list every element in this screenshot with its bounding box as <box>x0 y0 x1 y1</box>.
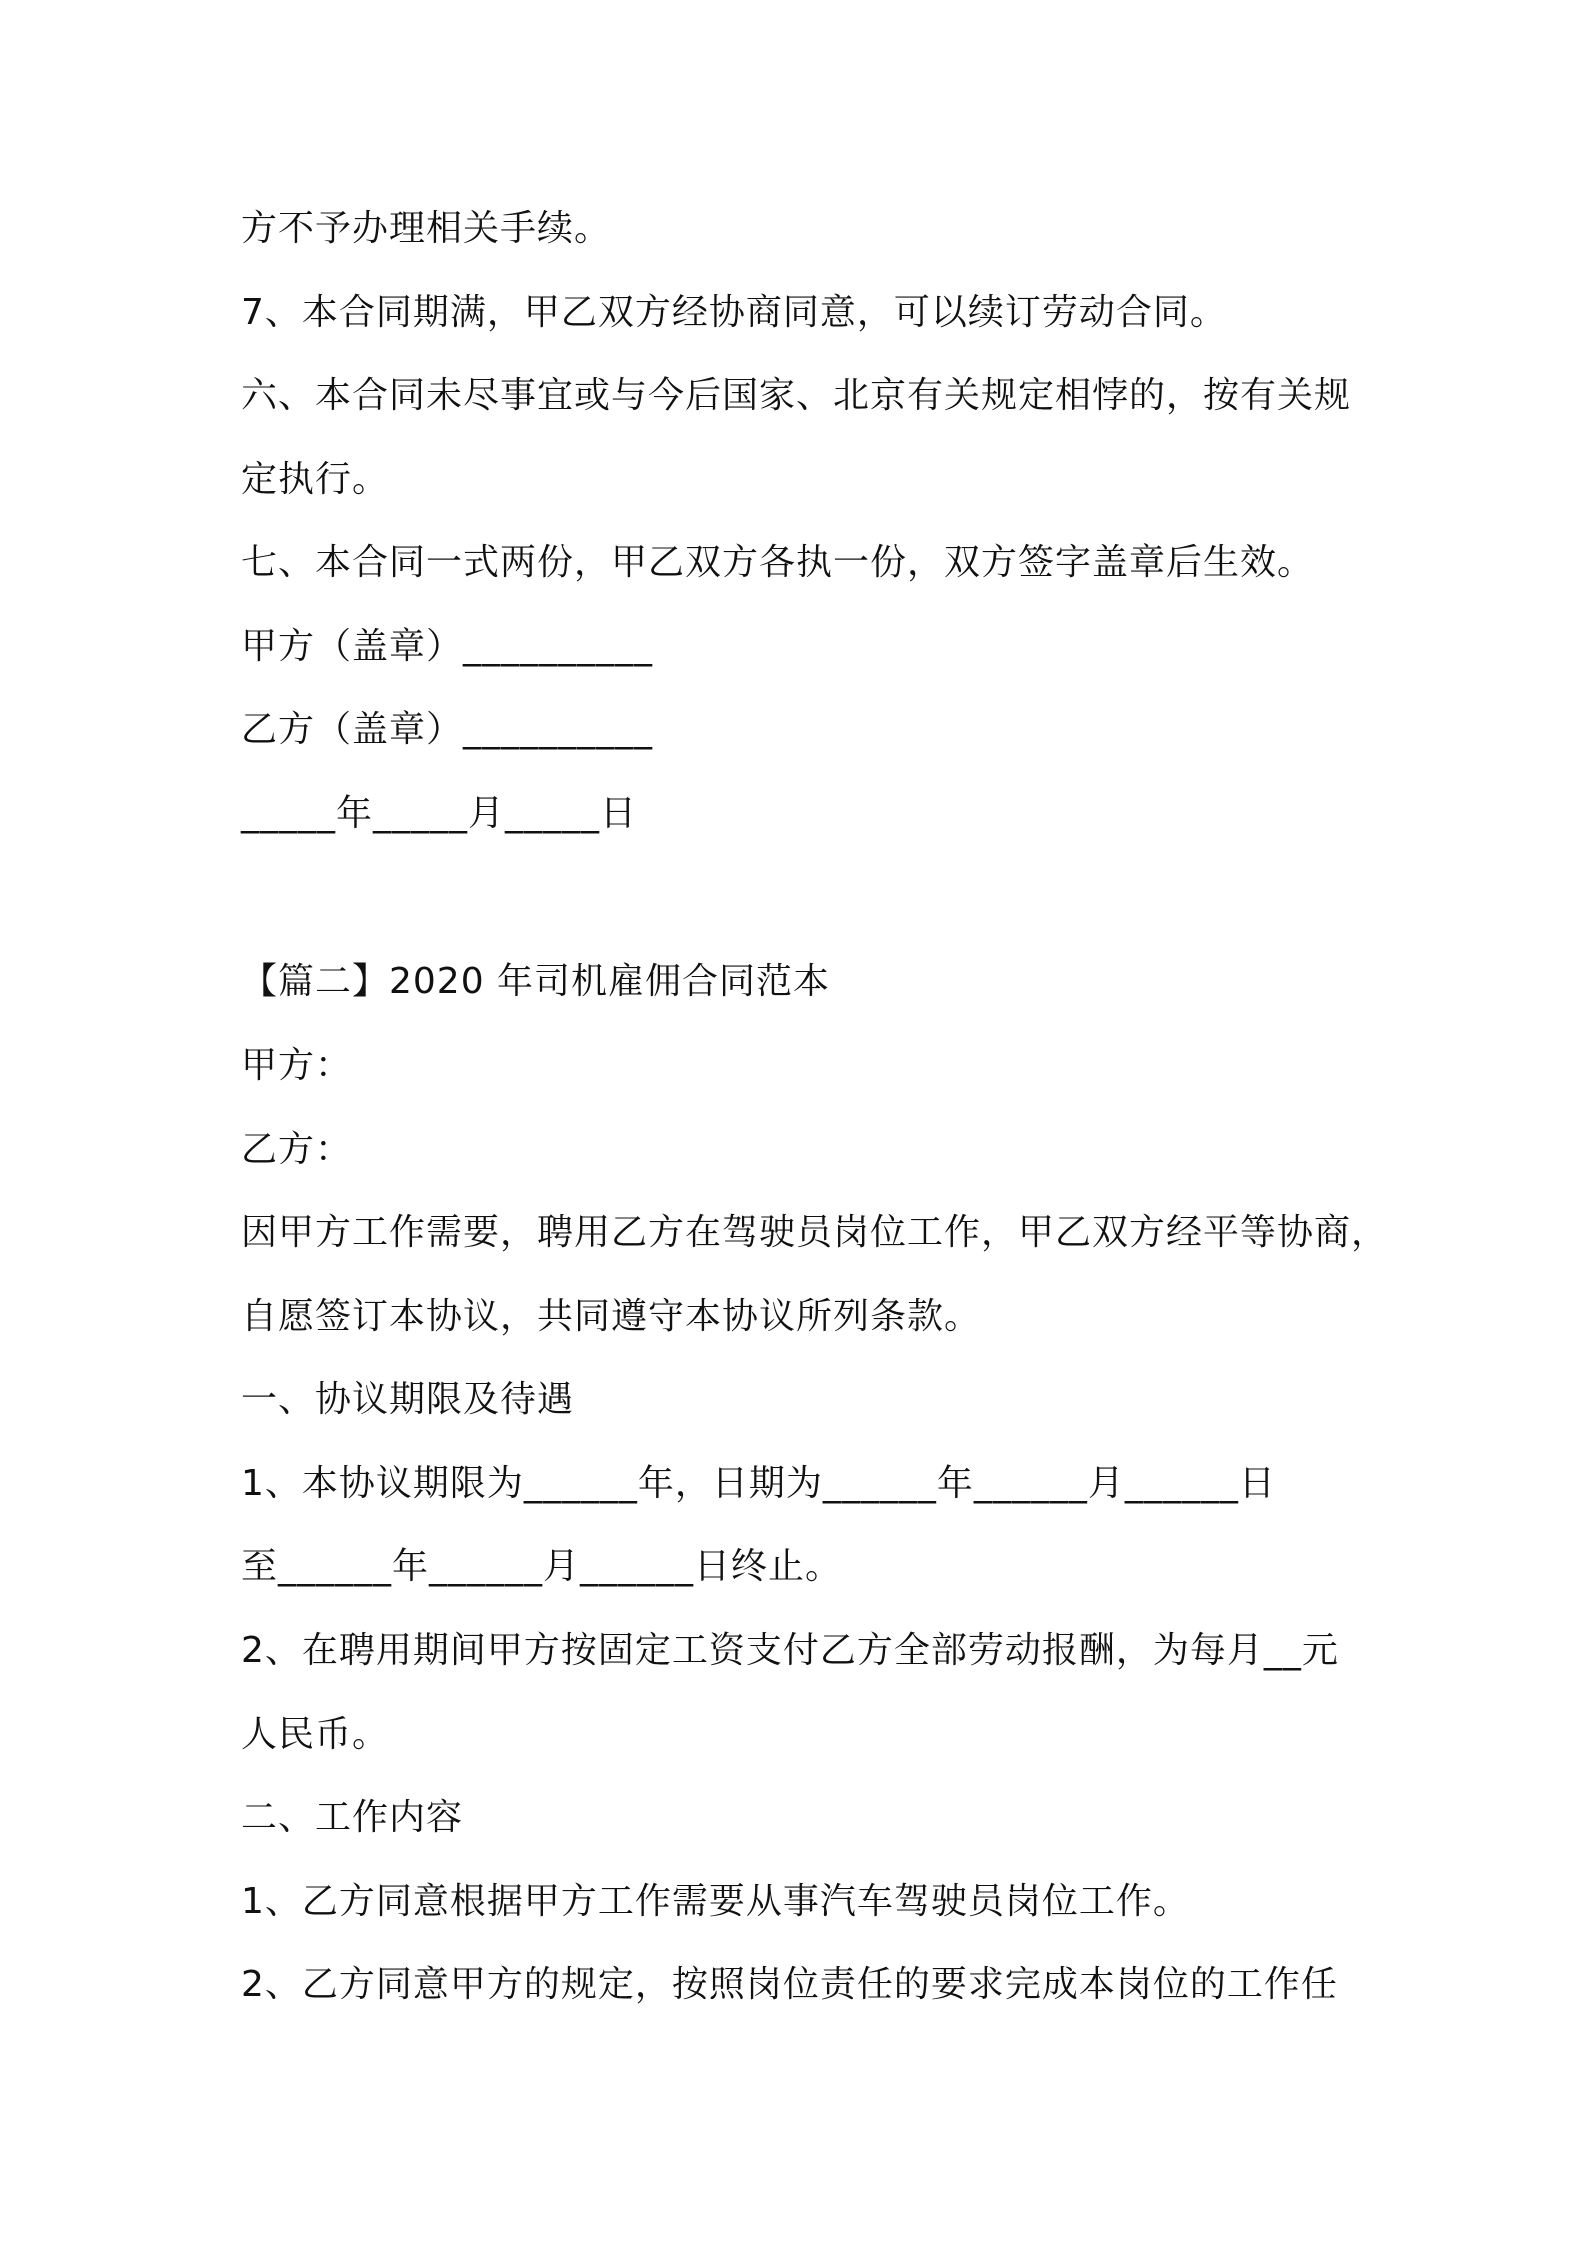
text-line: 1、乙方同意根据甲方工作需要从事汽车驾驶员岗位工作。 <box>241 1881 1190 1922</box>
text-line: 方不予办理相关手续。 <box>241 208 612 249</box>
text-line: 1、本协议期限为______年，日期为______年______月______日 <box>241 1463 1276 1504</box>
text-line: 七、本合同一式两份，甲乙双方各执一份，双方签字盖章后生效。 <box>241 542 1315 583</box>
text-line: 甲方： <box>241 1045 353 1086</box>
text-line: 至______年______月______日终止。 <box>241 1546 843 1587</box>
signature-line-party-b: 乙方（盖章）__________ <box>241 709 654 750</box>
text-line: 因甲方工作需要，聘用乙方在驾驶员岗位工作，甲乙双方经平等协商， <box>241 1212 1389 1253</box>
text-line: 2、在聘用期间甲方按固定工资支付乙方全部劳动报酬，为每月__元 <box>241 1630 1339 1671</box>
clause-heading: 二、工作内容 <box>241 1797 464 1838</box>
text-line: 六、本合同未尽事宜或与今后国家、北京有关规定相悖的，按有关规 <box>241 375 1352 416</box>
text-line: 7、本合同期满，甲乙双方经协商同意，可以续订劳动合同。 <box>241 292 1227 333</box>
signature-line-party-a: 甲方（盖章）__________ <box>241 626 654 667</box>
text-line: 2、乙方同意甲方的规定，按照岗位责任的要求完成本岗位的工作任 <box>241 1964 1338 2005</box>
text-line: 乙方： <box>241 1129 353 1170</box>
section-title: 【篇二】2020 年司机雇佣合同范本 <box>241 961 831 1002</box>
clause-heading: 一、协议期限及待遇 <box>241 1379 575 1420</box>
date-line: _____年_____月_____日 <box>241 793 638 834</box>
text-line: 自愿签订本协议，共同遵守本协议所列条款。 <box>241 1296 982 1337</box>
text-line: 定执行。 <box>241 459 390 500</box>
text-line: 人民币。 <box>241 1714 390 1755</box>
